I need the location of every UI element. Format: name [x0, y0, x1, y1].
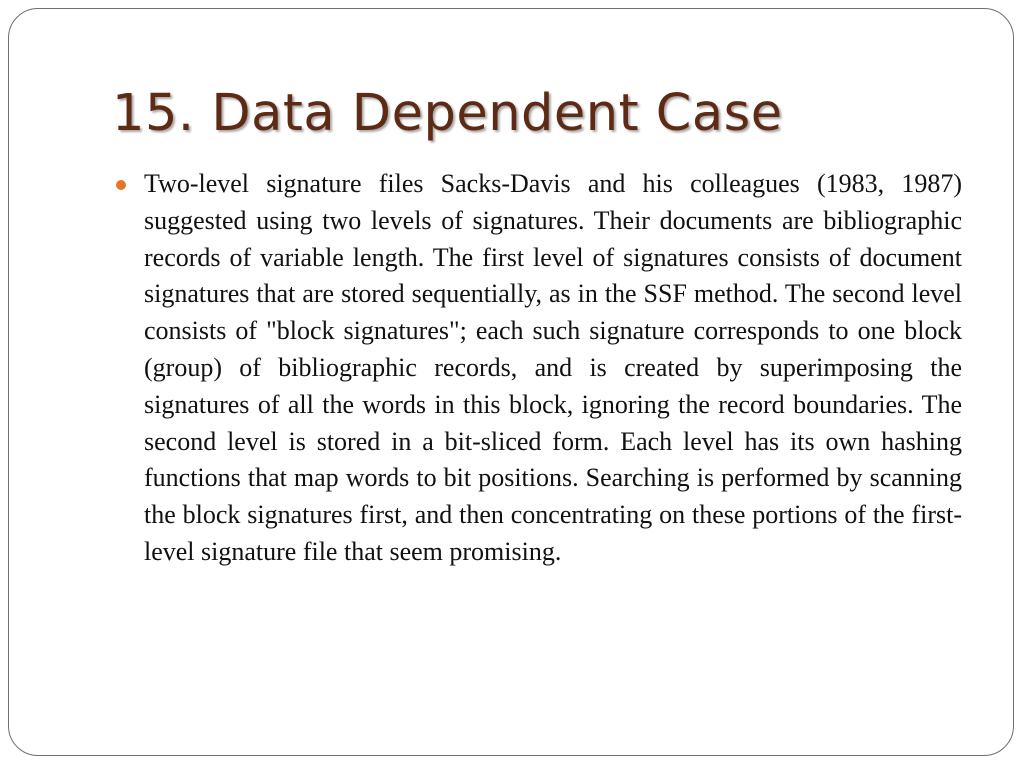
slide-title: 15. Data Dependent Case	[112, 84, 783, 143]
bullet-item	[144, 166, 962, 571]
bullet-dot-icon	[116, 180, 126, 190]
bullet-list	[144, 166, 962, 571]
bullet-text: Two-level signature files Sacks-Davis and his colleagues (1983, 1987) suggested using two levels of signatures. Their documents are bibliographic records of variable length. The first level of signatures consists of document signatures that are stored sequentially, as in the SSF method. The second level consists of "block signatures"; each such signature corresponds to one block (group) of bibliographic records, and is created by superimposing the signatures of all the words in this block, ignoring the record boundaries. The second level is stored in a bit-sliced form. Each level has its own hashing functions that map words to bit positions. Searching is performed by scanning the block signatures first, and then concentrating on these portions of the first-level signature file that seem promising.	[144, 169, 962, 566]
